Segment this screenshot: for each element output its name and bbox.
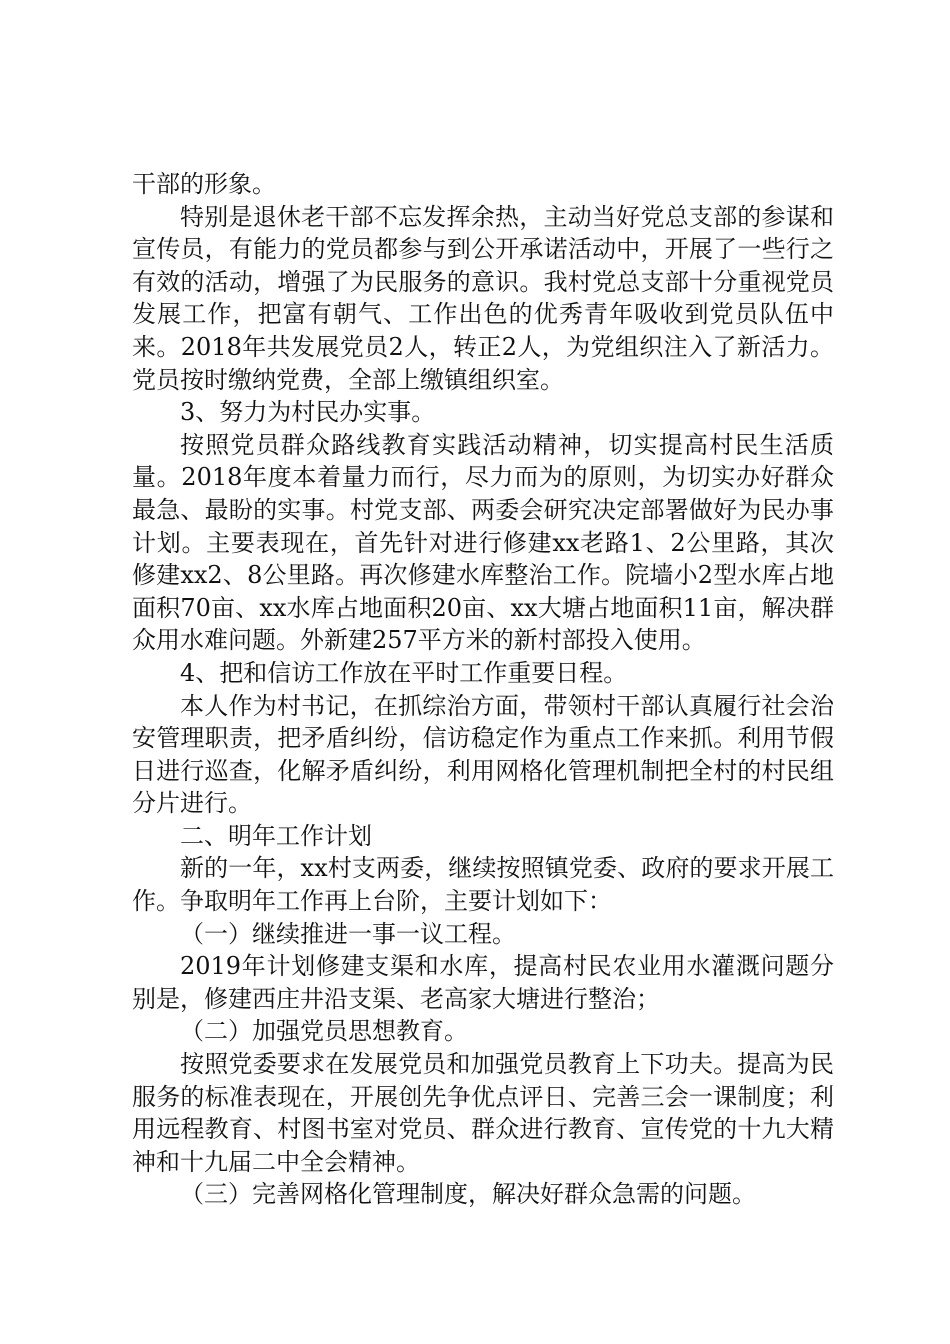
paragraph-comprehensive-governance: 本人作为村书记，在抓综治方面，带领村干部认真履行社会治安管理职责，把矛盾纠纷，信访稳定作为重点工作来抓。利用节假日进行巡查，化解矛盾纠纷，利用网格化管理机制把全村的村民组分片进行。 [132, 691, 834, 818]
heading-item-3: 3、努力为村民办实事。 [180, 398, 436, 427]
heading-plan-1: （一）继续推进一事一议工程。 [180, 919, 516, 948]
paragraph-practical-affairs: 按照党员群众路线教育实践活动精神，切实提高村民生活质量。2018年度本着量力而行，尽力而为的原则，为切实办好群众最急、最盼的实事。村党支部、两委会研究决定部署做好为民办事计划。主要表现在，首先针对进行修建xx老路1、2公里路，其次修建xx2、8公里路。再次修建水库整治工作。院墙小2型水库占地面积70亩、xx水库占地面积20亩、xx大塘占地面积11亩，解决群众用水难问题。外新建257平方米的新村部投入使用。 [132, 430, 834, 655]
heading-item-4: 4、把和信访工作放在平时工作重要日程。 [180, 658, 628, 687]
paragraph-plan-2: 按照党委要求在发展党员和加强党员教育上下功夫。提高为民服务的标准表现在，开展创先争优点评日、完善三会一课制度；利用远程教育、村图书室对党员、群众进行教育、宣传党的十九大精神和十九届二中全会精神。 [132, 1050, 834, 1176]
paragraph-continuation: 干部的形象。 [132, 170, 276, 198]
paragraph-plan-1: 2019年计划修建支渠和水库，提高村民农业用水灌溉问题分别是，修建西庄井沿支渠、老高家大塘进行整治； [132, 952, 834, 1013]
document-body [132, 168, 834, 1211]
heading-plan-3: （三）完善网格化管理制度，解决好群众急需的问题。 [180, 1180, 756, 1209]
section-heading-plan: 二、明年工作计划 [180, 821, 372, 850]
paragraph-new-year: 新的一年，xx村支两委，继续按照镇党委、政府的要求开展工作。争取明年工作再上台阶，主要计划如下： [132, 854, 834, 916]
paragraph-retired-cadres: 特别是退休老干部不忘发挥余热，主动当好党总支部的参谋和宣传员，有能力的党员都参与到公开承诺活动中，开展了一些行之有效的活动，增强了为民服务的意识。我村党总支部十分重视党员发展工作，把富有朝气、工作出色的优秀青年吸收到党员队伍中来。2018年共发展党员2人，转正2人，为党组织注入了新活力。党员按时缴纳党费，全部上缴镇组织室。 [132, 202, 834, 394]
heading-plan-2: （二）加强党员思想教育。 [180, 1017, 468, 1046]
